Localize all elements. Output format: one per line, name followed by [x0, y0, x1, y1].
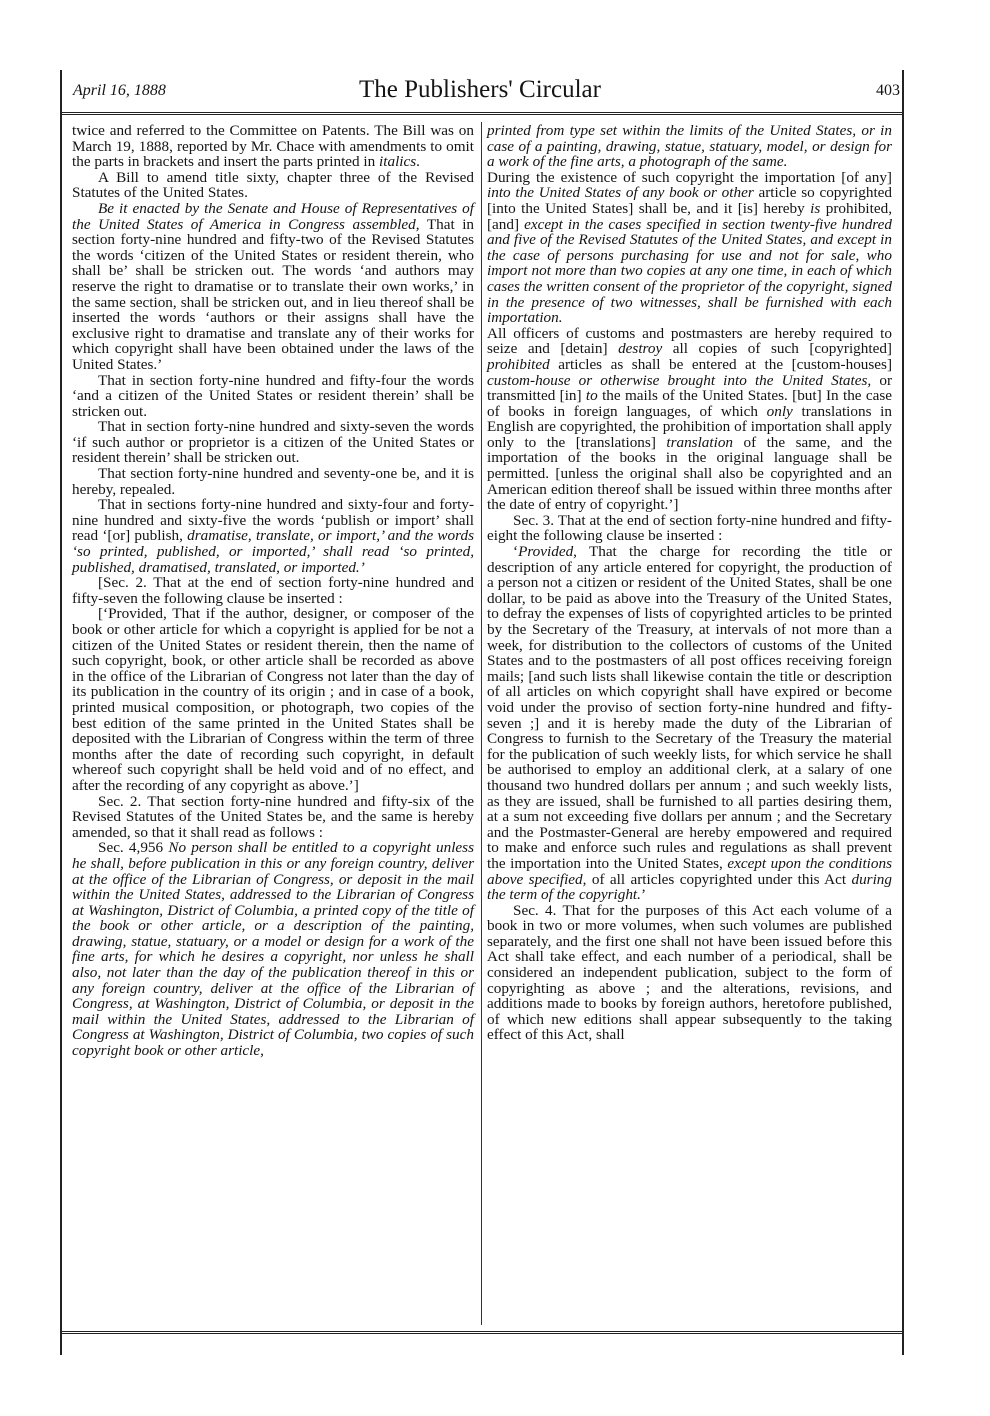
italic-text: Provided — [518, 543, 574, 561]
italic-text: is — [810, 199, 821, 217]
italic-text: destroy — [618, 340, 663, 358]
paragraph — [487, 903, 892, 1043]
text-run: , of all articles copyrighted under this Act — [582, 870, 852, 888]
text-run: Sec. 4. That for the purposes of this Act each volume of a book in two or more volumes, when such volumes are published separately, and the first one shall not have been issued before this Act shall take effect, and each number of a periodical, shall be considered an independent publication, subject to the form of copyrighting as above ; and the alterations, revisions, and additions made to books by foreign authors, heretofore published, of which new editions shall appear subsequently to the taking effect of this Act, shall — [487, 901, 892, 1044]
paragraph — [72, 840, 474, 1058]
right-border — [902, 70, 904, 1355]
publication-title: The Publishers' Circular — [359, 76, 601, 103]
text-run: ’ — [640, 886, 647, 904]
column-divider — [481, 122, 482, 1325]
italic-text: except in the cases specified in section twenty-five hundred and five of the Revised Statutes of the United States, and except in the case of persons purchasing for use and not for sale, who import not more than two copies at any one time, in each of which cases the written consent of the proprietor of the copyright, signed in the presence of two witnesses, shall be furnished with each importation. — [487, 215, 892, 327]
text-run: That in section forty-nine hundred and sixty-seven the words ‘if such author or proprietor is a citizen of the United States or resident therein’ shall be stricken out. — [72, 418, 474, 467]
paragraph — [72, 170, 474, 201]
text-run: That section forty-nine hundred and seventy-one be, and it is hereby, repealed. — [72, 465, 474, 498]
text-run: All officers of customs and postmasters are hereby required to seize and [detain] — [487, 324, 892, 358]
paragraph — [72, 373, 474, 420]
text-run: prohibited, [and] — [487, 199, 892, 233]
left-column — [72, 123, 474, 1059]
header-rule — [60, 112, 902, 115]
text-run: [‘Provided, That if the author, designer, or composer of the book or other article for which a copyright is applied for be not a citizen of the United States or resident therein, then the name of such copyright, book, or other article shall be recorded as above in the office of the Librarian of Congress not later than the day of its publication in the country of its origin ; and in case of a book, printed musical composition, or photograph, two copies of the best edition of the same printed in the United States shall be deposited with the Librarian of Congress within the term of three months after the date of recording such copyright, in default whereof such copyright shall be held void and of no effect, and after the recording of any copyright as above.’] — [72, 605, 474, 794]
paragraph — [487, 170, 892, 326]
text-run: ‘ — [513, 543, 519, 561]
paragraph — [72, 419, 474, 466]
paragraph — [487, 123, 892, 170]
italic-text: custom-house or otherwise brought into the United States, — [487, 371, 872, 389]
italic-text: dramatise, translate, or import,’ and the words ‘so printed, published, or imported,’ shall read ‘so printed, published, dramatised, translated, or imported.’ — [72, 527, 474, 576]
paragraph — [72, 575, 474, 606]
text-run: article so copyrighted [into the United States] shall be, and it [is] hereby — [487, 184, 893, 217]
text-run: of the same, and the importation of the books in the original language shall be permitted. [unless the original shall also be copyrighted and an American edition thereof shall be issued within three months after the date of entry of copyright.’] — [487, 433, 892, 514]
text-run: translations in English are copyrighted, the prohibition of importation shall apply only to the [translations] — [487, 402, 892, 451]
paragraph — [487, 544, 892, 903]
paragraph — [72, 201, 474, 373]
text-run: Sec. 2. That section forty-nine hundred and fifty-six of the Revised Statutes of the United States be, and the same is hereby amended, so that it shall read as follows : — [72, 792, 474, 841]
text-run: twice and referred to the Committee on Patents. The Bill was on March 19, 1888, reported by Mr. Chace with amendments to omit the parts in brackets and insert the parts printed in — [72, 122, 474, 171]
footer-rule — [60, 1331, 902, 1334]
text-run: . — [416, 153, 420, 171]
page-header — [60, 78, 900, 108]
paragraph — [72, 794, 474, 841]
text-run: Sec. 3. That at the end of section forty-nine hundred and fifty-eight the following clause be inserted : — [487, 511, 892, 545]
italic-text: into the United States of any book or other — [487, 184, 754, 202]
paragraph — [72, 497, 474, 575]
paragraph — [72, 123, 474, 170]
italic-text: during the term of the copyright. — [487, 870, 892, 904]
text-run: A Bill to amend title sixty, chapter three of the Revised Statutes of the United States. — [72, 168, 474, 202]
italic-text: to — [585, 387, 598, 405]
page-number: 403 — [876, 82, 900, 99]
italic-text: italics — [379, 153, 417, 171]
text-run: That in section forty-nine hundred and fifty-two of the Revised Statutes the words ‘citizen of the United States or resident therein, who shall be’ shall be stricken out. The words ‘and authors may reserve the right to dramatise or to translate their own works,’ in the same section, shall be stricken out, and in lieu thereof shall be inserted the words ‘authors or their assigns shall have the exclusive right to dramatise and translate any of their works for which copyright shall have been obtained under the laws of the United States.’ — [72, 215, 475, 373]
paragraph — [72, 606, 474, 793]
text-run: the mails of the United States. [but] In the case of books in foreign languages, of which — [487, 387, 892, 420]
right-column — [487, 123, 892, 1043]
italic-text: only — [766, 402, 793, 420]
paragraph — [487, 513, 892, 544]
italic-text: No person shall be entitled to a copyright unless he shall, before publication in this or any foreign country, deliver at the office of the Librarian of Congress, or deposit in the mail within the United States, addressed to the Librarian of Congress at Washington, District of Columbia, a printed copy of the title of the book or other article, or a description of the painting, drawing, statue, statuary, or a model or design for a work of the fine arts, for which he desires a copyright, nor unless he shall also, not later than the day of the publication thereof in this or any foreign country, deliver at the office of the Librarian of Congress, at Washington, District of Columbia, or deposit in the mail within the United States, addressed to the Librarian of Congress at Washington, District of Columbia, two copies of such copyright book or other article, — [72, 839, 474, 1060]
header-date: April 16, 1888 — [73, 82, 166, 99]
text-run: articles as shall be entered at the [custom-houses] — [549, 355, 892, 373]
text-run: or transmitted [in] — [487, 371, 892, 405]
text-run: , That the charge for recording the title or description of any article entered for copyright, the production of a person not a citizen or resident of the United States, shall be one dollar, to be paid as above into the Treasury of the United States, to defray the expenses of lists of copyrighted articles to be printed by the Secretary of the Treasury, at intervals of not more than a week, for distribution to the collectors of customs of the United States and to the postmasters of all post offices receiving foreign mails; [and such lists shall likewise contain the title or description of all articles on which copyright shall have expired or become void under the proviso of section forty-nine hundred and fifty-seven ;] and it is hereby made the duty of the Librarian of Congress to furnish to the Secretary of the Treasury the material for the publication of such weekly lists, for which service he shall be authorised to employ an additional clerk, at a salary of one thousand two hundred dollars per annum ; and such weekly lists, as they are issued, shall be furnished to all parties desiring them, at a sum not exceeding five dollars per annum ; and the Secretary and the Postmaster-General are hereby empowered and required to make and enforce such rules and regulations as shall prevent the importation into the United States, — [487, 543, 892, 872]
italic-text: translation — [666, 433, 734, 451]
text-run: Sec. 4,956 — [98, 839, 169, 857]
italic-text: except upon the conditions above specified — [487, 854, 892, 888]
text-run: [Sec. 2. That at the end of section forty-nine hundred and fifty-seven the following clause be inserted : — [72, 574, 474, 607]
italic-text: printed from type set within the limits of the United States, or in case of a painting, drawing, statue, statuary, model, or design for a work of the fine arts, a photograph of the same. — [487, 122, 892, 171]
text-run: During the existence of such copyright the importation [of any] — [487, 168, 892, 186]
text-run: That in sections forty-nine hundred and sixty-four and forty-nine hundred and sixty-five the words ‘publish or import’ shall read ‘[or] publish, — [72, 496, 474, 545]
paragraph — [72, 466, 474, 497]
italic-text: prohibited — [487, 355, 550, 373]
italic-text: Be it enacted by the Senate and House of Representatives of the United States of America in Congress assembled, — [72, 199, 474, 233]
paragraph — [487, 326, 892, 513]
left-border — [60, 70, 62, 1355]
text-run: That in section forty-nine hundred and fifty-four the words ‘and a citizen of the United States or resident therein’ shall be stricken out. — [72, 371, 474, 420]
text-run: all copies of such [copyrighted] — [662, 340, 892, 358]
